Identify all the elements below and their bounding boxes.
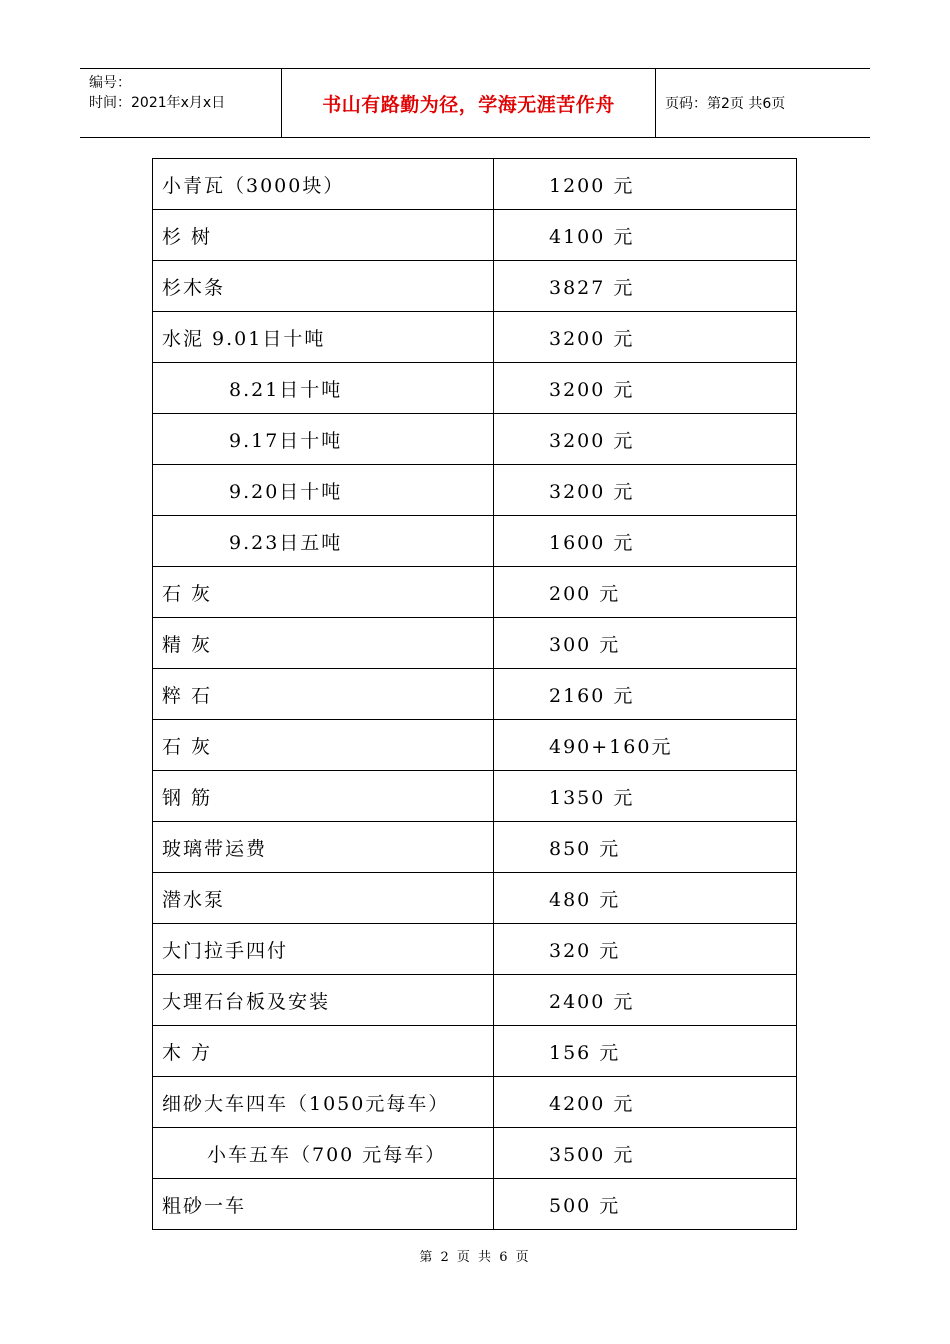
table-row	[153, 618, 797, 669]
item-name-cell	[153, 618, 494, 669]
table-row	[153, 1026, 797, 1077]
page-header	[80, 68, 870, 138]
table-row	[153, 924, 797, 975]
item-name: 9.23日五吨	[229, 531, 343, 554]
item-name: 大理石台板及安装	[162, 990, 331, 1013]
item-name-cell	[153, 975, 494, 1026]
item-price: 3500 元	[549, 1143, 635, 1166]
item-name-cell	[153, 822, 494, 873]
item-price: 156 元	[549, 1041, 621, 1064]
item-price-cell	[494, 465, 797, 516]
item-price: 500 元	[549, 1194, 621, 1217]
item-price-cell	[494, 261, 797, 312]
item-price-cell	[494, 873, 797, 924]
item-price: 3827 元	[549, 276, 635, 299]
item-price-cell	[494, 1128, 797, 1179]
item-price-cell	[494, 669, 797, 720]
item-name-cell	[153, 1128, 494, 1179]
item-name: 小青瓦（3000块）	[162, 174, 345, 197]
item-name-cell	[153, 873, 494, 924]
item-name-cell	[153, 312, 494, 363]
item-name: 杉 树	[162, 225, 213, 248]
item-price-cell	[494, 363, 797, 414]
document-number-label: 编号：	[89, 75, 131, 91]
item-price-cell	[494, 516, 797, 567]
item-price-cell	[494, 312, 797, 363]
item-name: 细砂大车四车（1050元每车）	[162, 1092, 450, 1115]
item-price: 480 元	[549, 888, 621, 911]
item-name: 粗砂一车	[162, 1194, 247, 1217]
table-row	[153, 414, 797, 465]
table-row	[153, 516, 797, 567]
item-price-cell	[494, 1026, 797, 1077]
table-row	[153, 771, 797, 822]
item-price: 4200 元	[549, 1092, 635, 1115]
item-name: 木 方	[162, 1041, 213, 1064]
item-name: 玻璃带运费	[162, 837, 268, 860]
item-price-cell	[494, 975, 797, 1026]
item-price-cell	[494, 720, 797, 771]
item-name-cell	[153, 771, 494, 822]
table-row	[153, 465, 797, 516]
table-row	[153, 1077, 797, 1128]
item-name: 9.20日十吨	[229, 480, 343, 503]
item-price-cell	[494, 567, 797, 618]
table-row	[153, 669, 797, 720]
item-price: 490+160元	[549, 735, 673, 758]
item-price-cell	[494, 822, 797, 873]
item-name: 粹 石	[162, 684, 213, 707]
item-price-cell	[494, 924, 797, 975]
page-footer: 第 2 页 共 6 页	[419, 1250, 531, 1265]
item-price: 2160 元	[549, 684, 635, 707]
item-price: 1350 元	[549, 786, 635, 809]
item-price-cell	[494, 771, 797, 822]
item-name: 石 灰	[162, 582, 213, 605]
item-name: 8.21日十吨	[229, 378, 343, 401]
item-name: 钢 筋	[162, 786, 213, 809]
item-price: 4100 元	[549, 225, 635, 248]
header-info	[80, 69, 282, 137]
expense-table-body	[153, 159, 797, 1230]
item-name-cell	[153, 1026, 494, 1077]
item-name-cell	[153, 1077, 494, 1128]
item-price: 300 元	[549, 633, 621, 656]
item-price-cell	[494, 210, 797, 261]
item-price: 2400 元	[549, 990, 635, 1013]
item-price: 200 元	[549, 582, 621, 605]
item-price: 3200 元	[549, 327, 635, 350]
item-price-cell	[494, 414, 797, 465]
item-name-cell	[153, 363, 494, 414]
item-price-cell	[494, 618, 797, 669]
item-price: 1200 元	[549, 174, 635, 197]
item-name-cell	[153, 465, 494, 516]
item-name-cell	[153, 210, 494, 261]
table-row	[153, 720, 797, 771]
item-name-cell	[153, 159, 494, 210]
item-name-cell	[153, 261, 494, 312]
item-name: 大门拉手四付	[162, 939, 289, 962]
item-name: 潜水泵	[162, 888, 226, 911]
item-price-cell	[494, 1179, 797, 1230]
table-row	[153, 210, 797, 261]
item-name-cell	[153, 567, 494, 618]
item-price-cell	[494, 159, 797, 210]
item-price: 320 元	[549, 939, 621, 962]
item-name-cell	[153, 414, 494, 465]
item-name: 精 灰	[162, 633, 213, 656]
item-price: 850 元	[549, 837, 621, 860]
expense-table	[152, 158, 797, 1230]
table-row	[153, 1128, 797, 1179]
item-name: 水泥 9.01日十吨	[162, 327, 326, 350]
item-name: 9.17日十吨	[229, 429, 343, 452]
table-row	[153, 873, 797, 924]
table-row	[153, 312, 797, 363]
document-time-label: 时间：2021年x月x日	[89, 95, 226, 111]
item-name-cell	[153, 669, 494, 720]
header-motto: 书山有路勤为径，学海无涯苦作舟	[282, 69, 656, 137]
item-name: 石 灰	[162, 735, 213, 758]
table-row	[153, 261, 797, 312]
table-row	[153, 1179, 797, 1230]
item-name-cell	[153, 924, 494, 975]
item-name-cell	[153, 516, 494, 567]
item-price-cell	[494, 1077, 797, 1128]
item-price: 3200 元	[549, 480, 635, 503]
table-row	[153, 159, 797, 210]
table-row	[153, 975, 797, 1026]
table-row	[153, 363, 797, 414]
table-row	[153, 822, 797, 873]
item-price: 3200 元	[549, 429, 635, 452]
item-name: 小车五车（700 元每车）	[207, 1143, 447, 1166]
item-name: 杉木条	[162, 276, 226, 299]
item-name-cell	[153, 720, 494, 771]
table-row	[153, 567, 797, 618]
item-name-cell	[153, 1179, 494, 1230]
header-page-number: 页码：第2页 共6页	[665, 96, 786, 112]
item-price: 1600 元	[549, 531, 635, 554]
item-price: 3200 元	[549, 378, 635, 401]
